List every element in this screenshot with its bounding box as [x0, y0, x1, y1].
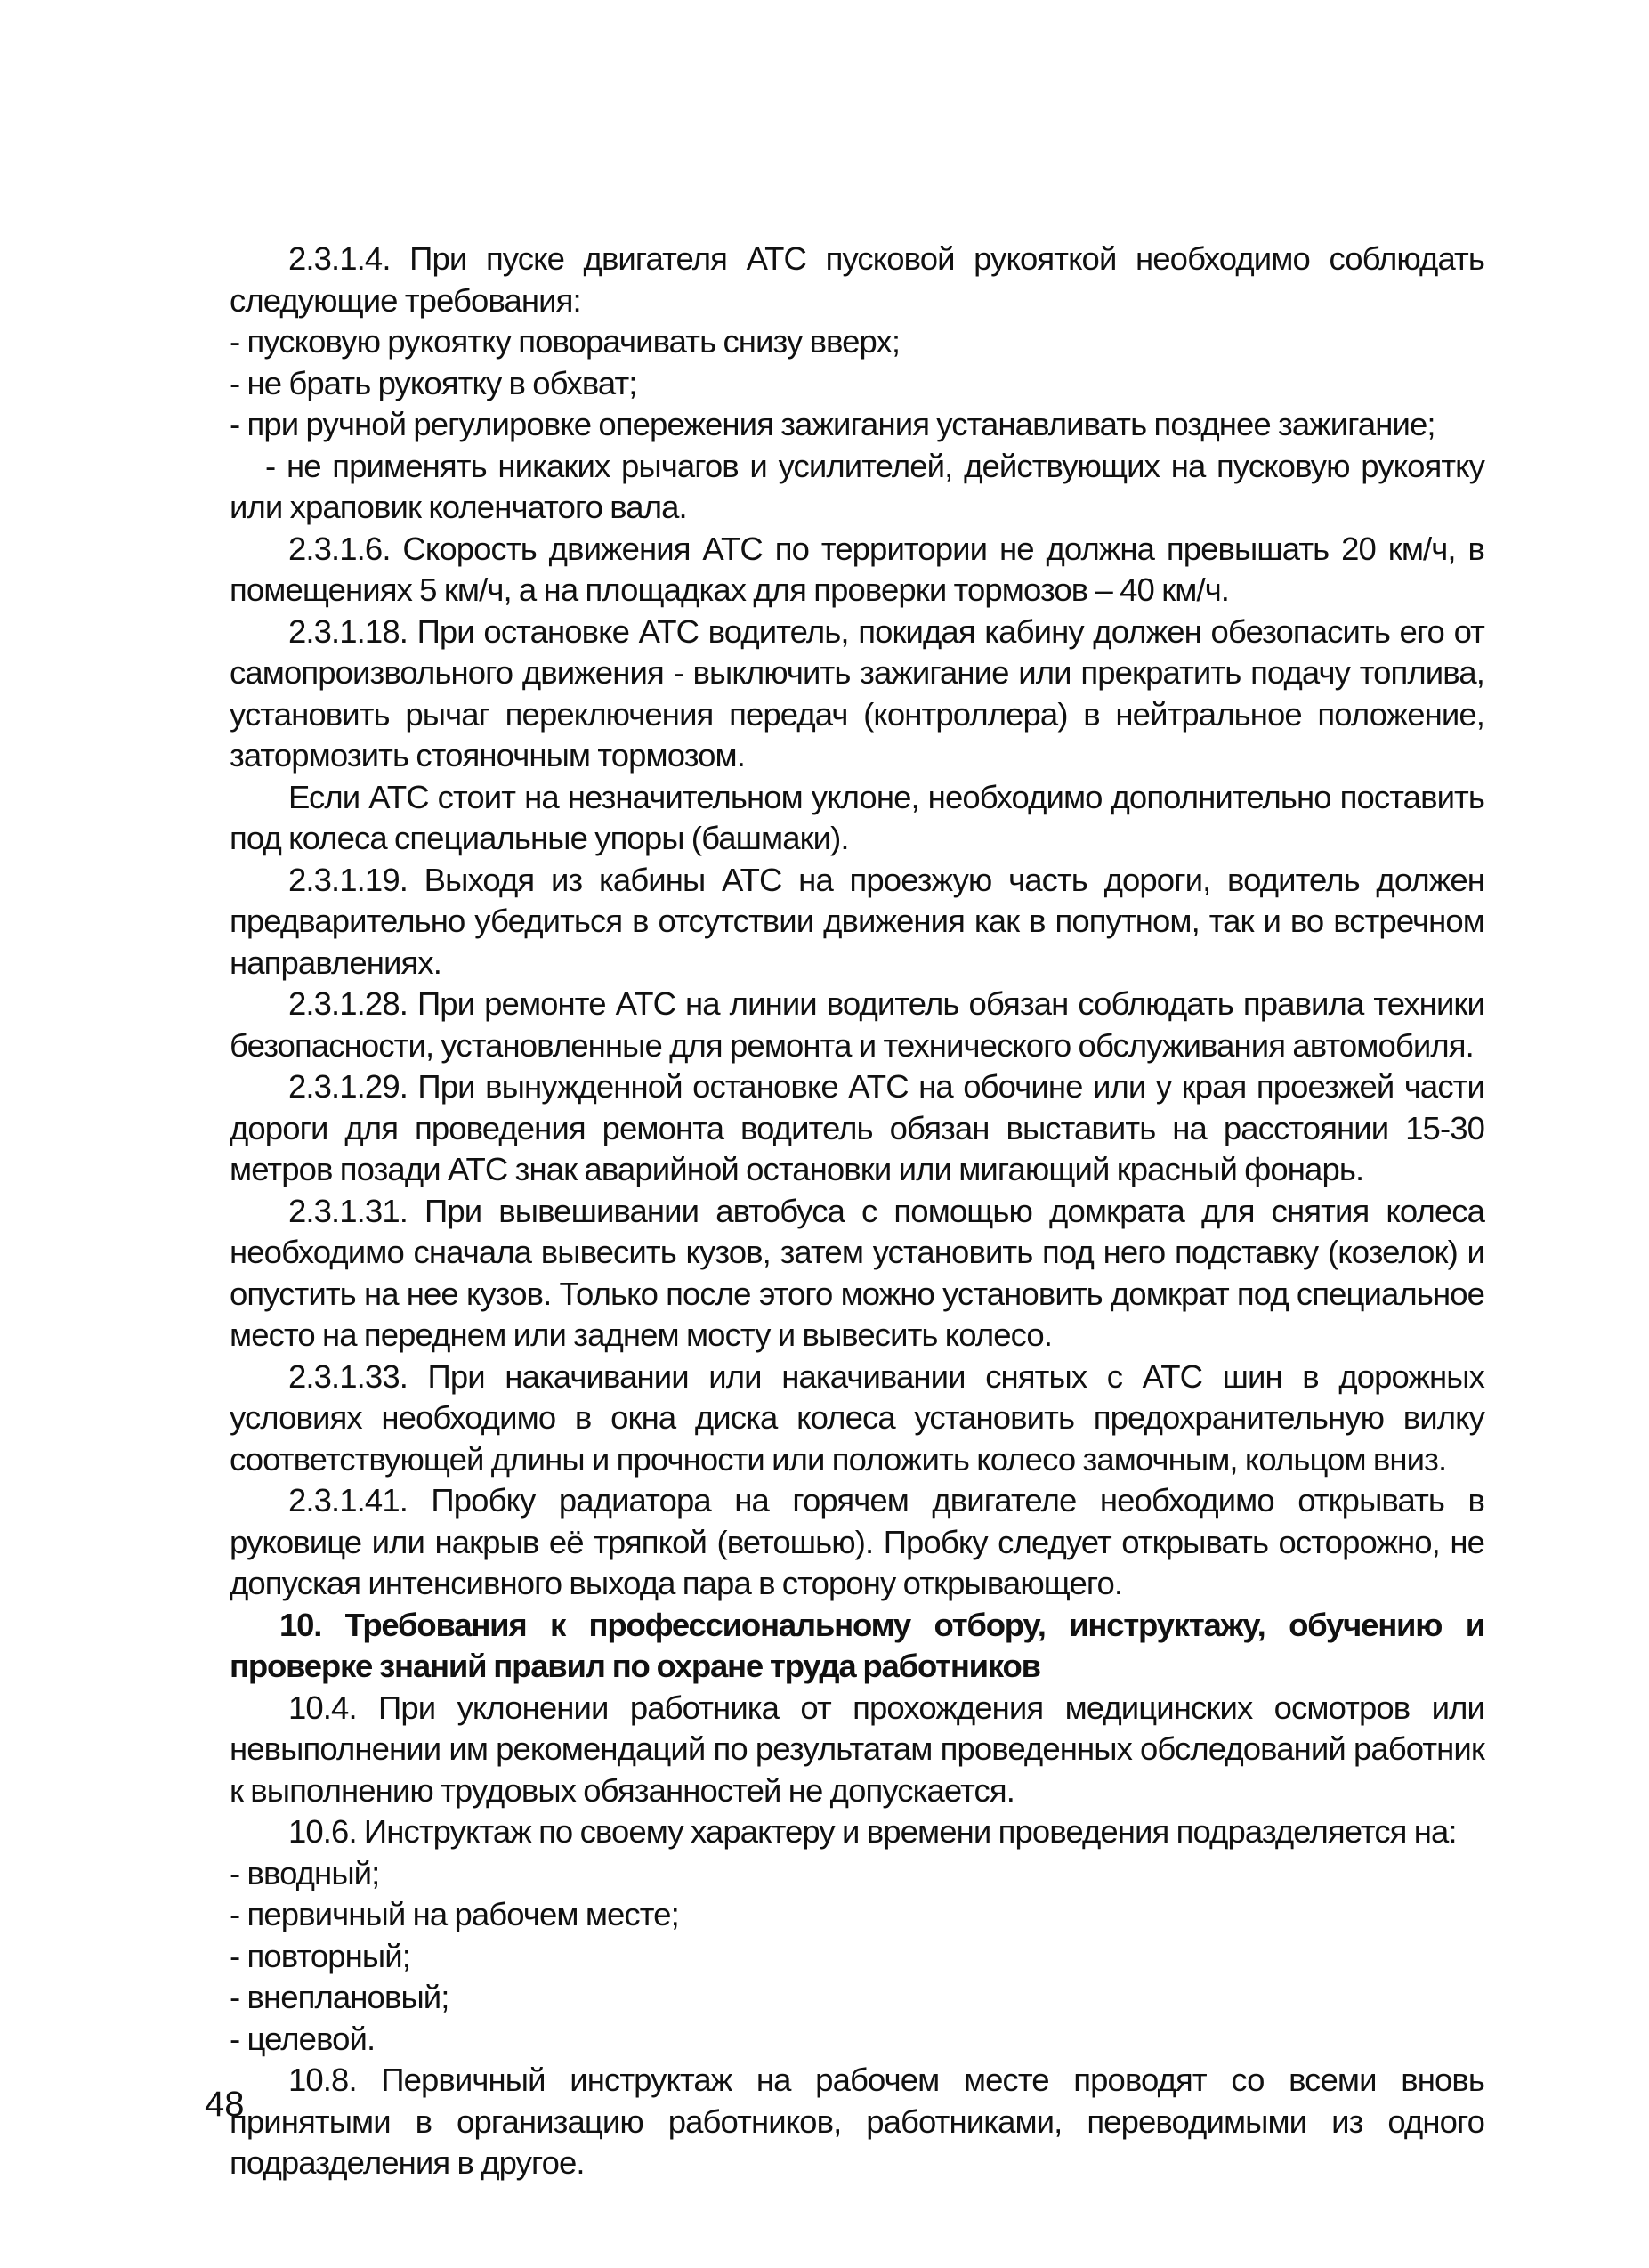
- list-item: - целевой.: [230, 2020, 376, 2057]
- paragraph-2-3-1-31: 2.3.1.31. При вывешивании автобуса с помощью домкрата для снятия колеса необходимо сначала вывесить кузов, затем установить под него подставку (козелок) и опустить на нее кузов. Только после этого можно установить домкрат под специальное место на переднем или заднем мосту и вывесить колесо.: [230, 1192, 1484, 1353]
- list-item: - не применять никаких рычагов и усилителей, действующих на пусковую рукоятку или храповик коленчатого вала.: [230, 447, 1484, 525]
- list-item: - пусковую рукоятку поворачивать снизу вверх;: [230, 323, 901, 360]
- paragraph-2-3-1-33: 2.3.1.33. При накачивании или накачивании снятых с АТС шин в дорожных условиях необходимо в окна диска колеса установить предохранительную вилку соответствующей длины и прочности или положить колесо замочным, кольцом вниз.: [230, 1357, 1484, 1478]
- paragraph-2-3-1-28: 2.3.1.28. При ремонте АТС на линии водитель обязан соблюдать правила техники безопасности, установленные для ремонта и технического обслуживания автомобиля.: [230, 985, 1484, 1064]
- list-item: - вводный;: [230, 1854, 380, 1891]
- paragraph-2-3-1-19: 2.3.1.19. Выходя из кабины АТС на проезжую часть дороги, водитель должен предварительно убедиться в отсутствии движения как в попутном, так и во встречном направлениях.: [230, 861, 1484, 981]
- page-body: [230, 239, 1484, 2184]
- paragraph-10-4: 10.4. При уклонении работника от прохождения медицинских осмотров или невыполнении им рекомендаций по результатам проведенных обследований работник к выполнению трудовых обязанностей не допускается.: [230, 1689, 1484, 1809]
- list-item: - внеплановый;: [230, 1979, 449, 2015]
- paragraph-2-3-1-41: 2.3.1.41. Пробку радиатора на горячем двигателе необходимо открывать в руковице или накрыв её тряпкой (ветошью). Пробку следует открывать осторожно, не допуская интенсивного выхода пара в сторону открывающего.: [230, 1482, 1484, 1601]
- paragraph-2-3-1-29: 2.3.1.29. При вынужденной остановке АТС на обочине или у края проезжей части дороги для проведения ремонта водитель обязан выставить на расстоянии 15-30 метров позади АТС знак аварийной остановки или мигающий красный фонарь.: [230, 1068, 1484, 1187]
- paragraph-2-3-1-4: 2.3.1.4. При пуске двигателя АТС пусковой рукояткой необходимо соблюдать следующие требования:: [230, 240, 1484, 319]
- list-item: - при ручной регулировке опережения зажигания устанавливать позднее зажигание;: [230, 406, 1435, 442]
- list-item: - первичный на рабочем месте;: [230, 1896, 679, 1932]
- page-number: 48: [205, 2085, 245, 2124]
- paragraph-10-6: 10.6. Инструктаж по своему характеру и времени проведения подразделяется на:: [288, 1813, 1457, 1850]
- paragraph-10-8: 10.8. Первичный инструктаж на рабочем месте проводят со всеми вновь принятыми в организацию работников, работниками, переводимыми из одного подразделения в другое.: [230, 2061, 1484, 2181]
- list-item: - не брать рукоятку в обхват;: [230, 364, 637, 401]
- paragraph-2-3-1-18: 2.3.1.18. При остановке АТС водитель, покидая кабину должен обезопасить его от самопроизвольного движения - выключить зажигание или прекратить подачу топлива, установить рычаг переключения передач (контроллера) в нейтральное положение, затормозить стояночным тормозом.: [230, 612, 1484, 774]
- paragraph-2-3-1-6: 2.3.1.6. Скорость движения АТС по территории не должна превышать 20 км/ч, в помещениях 5 км/ч, а на площадках для проверки тормозов – 40 км/ч.: [230, 530, 1484, 608]
- list-item: - повторный;: [230, 1937, 410, 1974]
- paragraph-slope-note: Если АТС стоит на незначительном уклоне, необходимо дополнительно поставить под колеса специальные упоры (башмаки).: [230, 778, 1484, 856]
- section-heading-10: 10. Требования к профессиональному отбору, инструктажу, обучению и проверке знаний правил по охране труда работников: [230, 1606, 1484, 1684]
